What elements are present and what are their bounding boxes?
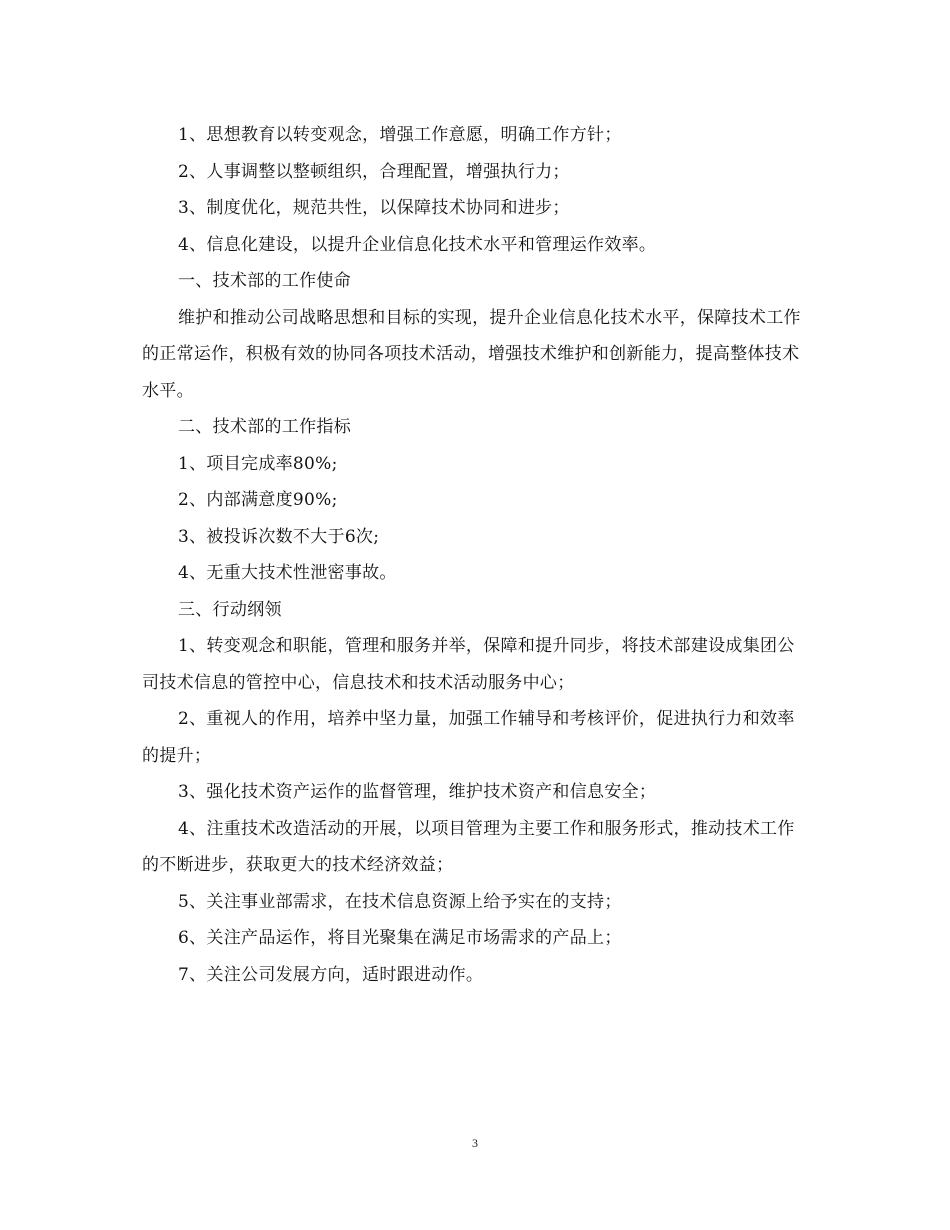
paragraph-goal-1: 1、思想教育以转变观念，增强工作意愿，明确工作方针； <box>178 125 622 145</box>
paragraph-goal-3: 3、制度优化，规范共性，以保障技术协同和进步； <box>178 198 570 218</box>
paragraph-indicator-4: 4、无重大技术性泄密事故。 <box>178 563 397 583</box>
section-heading-mission: 一、技术部的工作使命 <box>178 271 351 291</box>
paragraph-action-3: 3、强化技术资产运作的监督管理，维护技术资产和信息安全； <box>178 782 657 802</box>
paragraph-action-5: 5、关注事业部需求，在技术信息资源上给予实在的支持； <box>178 891 622 912</box>
page-number: 3 <box>472 1136 478 1150</box>
paragraph-indicator-3: 3、被投诉次数不大于6次; <box>178 526 380 547</box>
section-heading-indicators: 二、技术部的工作指标 <box>178 417 351 437</box>
paragraph-goal-2: 2、人事调整以整顿组织，合理配置，增强执行力； <box>178 161 570 182</box>
document-body <box>142 117 808 993</box>
section-heading-action: 三、行动纲领 <box>178 599 282 620</box>
paragraph-mission: 维护和推动公司战略思想和目标的实现，提升企业信息化技术水平，保障技术工作的正常运作，积极有效的协同各项技术活动，增强技术维护和创新能力，提高整体技术水平。 <box>142 307 801 401</box>
paragraph-indicator-2: 2、内部满意度90%; <box>178 490 338 510</box>
paragraph-indicator-1: 1、项目完成率80%; <box>178 453 338 474</box>
paragraph-action-6: 6、关注产品运作，将目光聚集在满足市场需求的产品上； <box>178 928 622 948</box>
paragraph-action-1: 1、转变观念和职能，管理和服务并举，保障和提升同步，将技术部建设成集团公司技术信息的管控中心，信息技术和技术活动服务中心； <box>142 636 795 693</box>
paragraph-action-4: 4、注重技术改造活动的开展，以项目管理为主要工作和服务形式，推动技术工作的不断进步，获取更大的技术经济效益； <box>142 818 795 875</box>
paragraph-action-2: 2、重视人的作用，培养中坚力量，加强工作辅导和考核评价，促进执行力和效率的提升； <box>142 709 795 766</box>
paragraph-goal-4: 4、信息化建设，以提升企业信息化技术水平和管理运作效率。 <box>178 234 657 255</box>
paragraph-action-7: 7、关注公司发展方向，适时跟进动作。 <box>178 964 484 985</box>
